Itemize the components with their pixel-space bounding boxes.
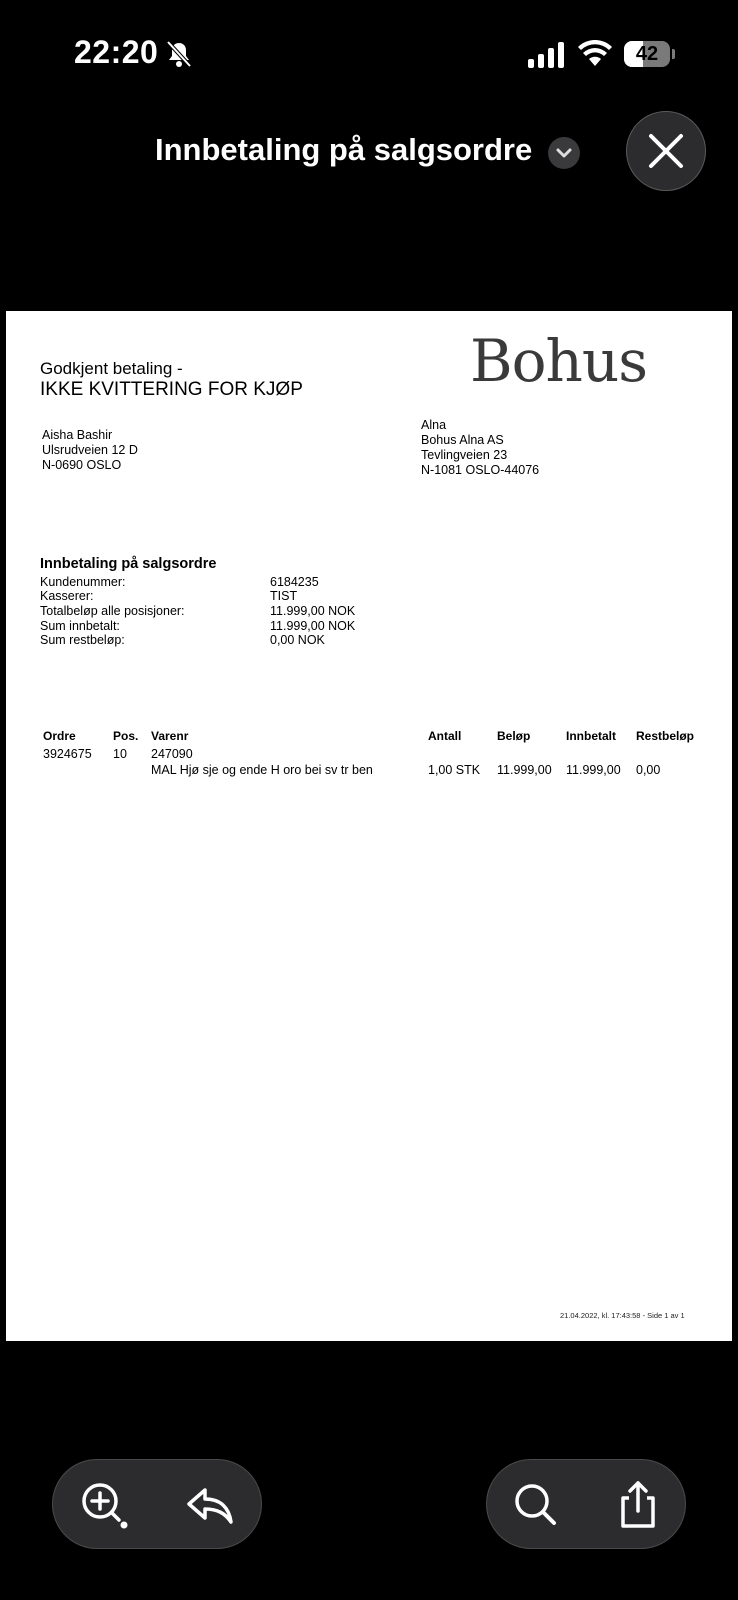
cell-ordre: 3924675 [43,747,92,761]
summary-value: 11.999,00 NOK [270,604,356,618]
customer-address [42,428,138,473]
summary-label: Kasserer: [40,589,94,603]
store-street: Tevlingveien 23 [421,448,508,462]
store-address [421,418,539,478]
summary-label: Kundenummer: [40,575,126,589]
document-page [6,311,732,1341]
chevron-down-icon [548,137,580,169]
col-header-restbelop: Restbeløp [636,729,695,743]
search-icon [509,1478,563,1532]
cell-restbelop: 0,00 [636,763,661,777]
cell-pos: 10 [113,747,127,761]
close-icon [627,112,707,192]
page-footer: 21.04.2022, kl. 17:43:58 - Side 1 av 1 [560,1311,685,1320]
col-header-varenr: Varenr [151,729,189,743]
bohus-logo: Bohus [470,327,648,395]
document-title[interactable]: Innbetaling på salgsordre [155,132,533,167]
battery-indicator [624,41,672,69]
summary-value: 6184235 [270,575,319,589]
cell-varenr: 247090 [151,747,193,761]
col-header-pos: Pos. [113,729,139,743]
col-header-innbetalt: Innbetalt [566,729,616,743]
toolbar-left-group [52,1459,262,1549]
status-time: 22:20 [74,34,159,70]
customer-city: N-0690 OSLO [42,458,122,472]
share-icon [611,1478,665,1532]
summary-label: Sum restbeløp: [40,633,125,647]
cell-antall: 1,00 STK [428,763,481,777]
store-city: N-1081 OSLO-44076 [421,463,540,477]
summary-value: 0,00 NOK [270,633,325,647]
heading-not-receipt: IKKE KVITTERING FOR KJØP [40,379,303,400]
zoom-in-icon [77,1478,131,1532]
battery-percent: 42 [635,43,659,65]
toolbar-right-group [486,1459,686,1549]
battery-tip [672,49,675,59]
search-button[interactable] [509,1478,563,1532]
cell-innbetalt: 11.999,00 [566,763,621,777]
store-name: Bohus Alna AS [421,433,504,447]
title-menu-button[interactable] [548,137,580,169]
share-button[interactable] [611,1478,665,1532]
summary-label: Sum innbetalt: [40,619,120,633]
reply-icon [183,1478,237,1532]
close-button[interactable] [626,111,706,191]
store-label: Alna [421,418,447,432]
customer-name: Aisha Bashir [42,428,113,442]
reply-button[interactable] [183,1478,237,1532]
col-header-belop: Beløp [497,729,531,743]
bell-slash-icon [166,40,192,68]
col-header-antall: Antall [428,729,462,743]
customer-street: Ulsrudveien 12 D [42,443,138,457]
summary-label: Totalbeløp alle posisjoner: [40,604,185,618]
wifi-icon [578,40,612,68]
section-title: Innbetaling på salgsordre [40,556,217,572]
cell-belop: 11.999,00 [497,763,552,777]
summary-value: TIST [270,589,298,603]
cellular-signal-icon [528,42,566,68]
col-header-ordre: Ordre [43,729,76,743]
zoom-in-button[interactable] [77,1478,131,1532]
heading-approved-payment: Godkjent betaling - [40,359,183,378]
summary-value: 11.999,00 NOK [270,619,356,633]
cell-description: MAL Hjø sje og ende H oro bei sv tr ben [151,763,373,777]
